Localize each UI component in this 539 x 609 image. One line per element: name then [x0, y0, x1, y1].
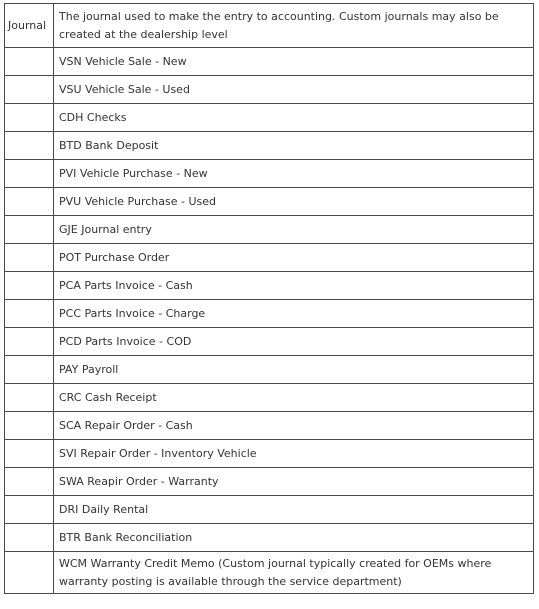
table-row-header	[5, 4, 534, 48]
journal-code-cell: CDH Checks	[54, 104, 534, 132]
table-row	[5, 76, 534, 104]
empty-cell	[5, 328, 54, 356]
journal-code-cell: BTR Bank Reconciliation	[54, 524, 534, 552]
table-row	[5, 104, 534, 132]
journal-code-cell: SVI Repair Order - Inventory Vehicle	[54, 440, 534, 468]
empty-cell	[5, 356, 54, 384]
journal-code-cell: GJE Journal entry	[54, 216, 534, 244]
journal-code-cell: SCA Repair Order - Cash	[54, 412, 534, 440]
journal-code-cell: WCM Warranty Credit Memo (Custom journal typically created for OEMs where warranty posting is available through the service department)	[54, 552, 534, 594]
empty-cell	[5, 300, 54, 328]
empty-cell	[5, 244, 54, 272]
table-row	[5, 412, 534, 440]
table-row	[5, 132, 534, 160]
journal-code-cell: PVI Vehicle Purchase - New	[54, 160, 534, 188]
table-row	[5, 440, 534, 468]
journal-code-cell: PVU Vehicle Purchase - Used	[54, 188, 534, 216]
empty-cell	[5, 524, 54, 552]
journal-table	[4, 3, 534, 594]
empty-cell	[5, 272, 54, 300]
journal-code-cell: SWA Reapir Order - Warranty	[54, 468, 534, 496]
table-row	[5, 384, 534, 412]
table-row	[5, 496, 534, 524]
table-row	[5, 160, 534, 188]
empty-cell	[5, 468, 54, 496]
table-row	[5, 300, 534, 328]
table-row	[5, 552, 534, 594]
table-row	[5, 524, 534, 552]
journal-code-cell: PCA Parts Invoice - Cash	[54, 272, 534, 300]
empty-cell	[5, 188, 54, 216]
empty-cell	[5, 552, 54, 594]
table-row	[5, 188, 534, 216]
empty-cell	[5, 216, 54, 244]
table-row	[5, 356, 534, 384]
journal-code-cell: BTD Bank Deposit	[54, 132, 534, 160]
journal-code-cell: DRI Daily Rental	[54, 496, 534, 524]
empty-cell	[5, 104, 54, 132]
journal-code-cell: CRC Cash Receipt	[54, 384, 534, 412]
journal-code-cell: PCD Parts Invoice - COD	[54, 328, 534, 356]
journal-label: Journal	[5, 4, 54, 48]
empty-cell	[5, 76, 54, 104]
journal-code-cell: POT Purchase Order	[54, 244, 534, 272]
empty-cell	[5, 132, 54, 160]
journal-code-cell: PAY Payroll	[54, 356, 534, 384]
empty-cell	[5, 384, 54, 412]
table-row	[5, 244, 534, 272]
journal-code-cell: VSU Vehicle Sale - Used	[54, 76, 534, 104]
table-row	[5, 328, 534, 356]
journal-description: The journal used to make the entry to accounting. Custom journals may also be created at the dealership level	[54, 4, 534, 48]
empty-cell	[5, 160, 54, 188]
table-row	[5, 216, 534, 244]
journal-code-cell: PCC Parts Invoice - Charge	[54, 300, 534, 328]
empty-cell	[5, 48, 54, 76]
table-row	[5, 272, 534, 300]
empty-cell	[5, 496, 54, 524]
journal-code-cell: VSN Vehicle Sale - New	[54, 48, 534, 76]
empty-cell	[5, 440, 54, 468]
table-row	[5, 48, 534, 76]
table-row	[5, 468, 534, 496]
empty-cell	[5, 412, 54, 440]
